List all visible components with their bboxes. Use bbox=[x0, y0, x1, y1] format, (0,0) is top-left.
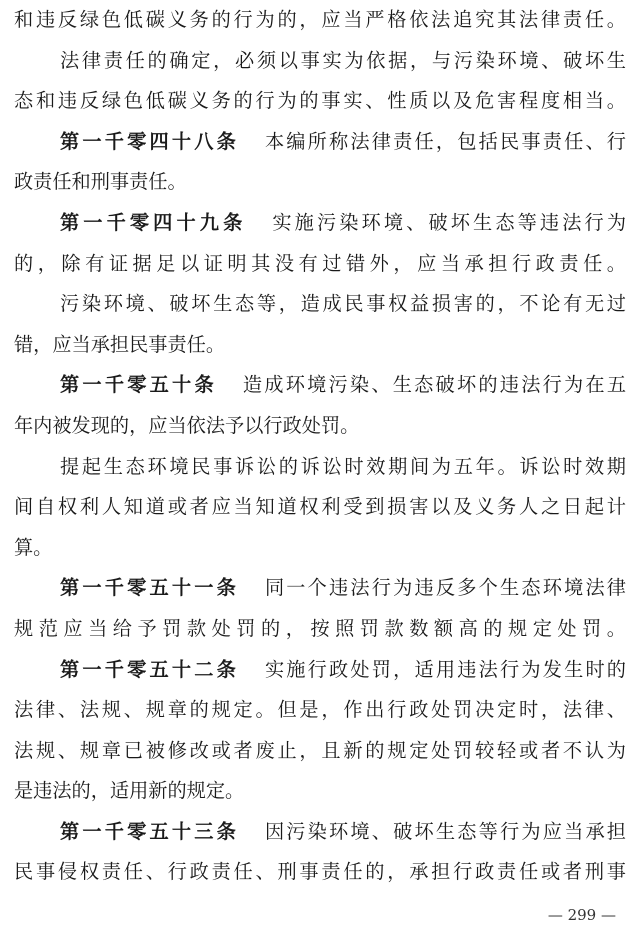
article-number: 第一千零五十二条 bbox=[60, 657, 239, 681]
article-1052-line-4: 是违法的，适用新的规定。 bbox=[14, 779, 245, 803]
paragraph-continuation: 和违反绿色低碳义务的行为的，应当严格依法追究其法律责任。 bbox=[14, 8, 626, 31]
article-number: 第一千零五十一条 bbox=[60, 576, 239, 600]
article-number: 第一千零五十三条 bbox=[60, 819, 239, 843]
paragraph-line: 法律责任的确定，必须以事实为依据，与污染环境、破坏生 bbox=[60, 48, 626, 72]
article-1050-line-1: 第一千零五十条 造成环境污染、生态破坏的违法行为在五 bbox=[60, 373, 626, 397]
article-1049-line-2: 的，除有证据足以证明其没有过错外，应当承担行政责任。 bbox=[14, 251, 626, 275]
article-1052-line-1: 第一千零五十二条 实施行政处罚，适用违法行为发生时的 bbox=[60, 657, 626, 681]
article-1051-line-2: 规范应当给予罚款处罚的，按照罚款数额高的规定处罚。 bbox=[14, 616, 626, 640]
article-1052-line-2: 法律、法规、规章的规定。但是，作出行政处罚决定时，法律、 bbox=[14, 698, 626, 722]
article-number: 第一千零四十八条 bbox=[60, 129, 239, 153]
article-number: 第一千零四十九条 bbox=[60, 210, 247, 234]
paragraph-line: 态和违反绿色低碳义务的行为的事实、性质以及危害程度相当。 bbox=[14, 89, 626, 113]
article-1048-line-1: 第一千零四十八条 本编所称法律责任，包括民事责任、行 bbox=[60, 129, 626, 153]
article-1050-p2-line-1: 提起生态环境民事诉讼的诉讼时效期间为五年。诉讼时效期 bbox=[60, 454, 626, 478]
article-1052-line-3: 法规、规章已被修改或者废止，且新的规定处罚较轻或者不认为 bbox=[14, 738, 626, 762]
article-number: 第一千零五十条 bbox=[60, 373, 217, 397]
article-1048-line-2: 政责任和刑事责任。 bbox=[14, 170, 187, 194]
article-1049-line-1: 第一千零四十九条 实施污染环境、破坏生态等违法行为 bbox=[60, 210, 626, 234]
article-1049-p2-line-2: 错，应当承担民事责任。 bbox=[14, 332, 226, 356]
page-number: — 299 — bbox=[547, 906, 616, 924]
article-1049-p2-line-1: 污染环境、破坏生态等，造成民事权益损害的，不论有无过 bbox=[60, 292, 626, 316]
law-text-body bbox=[14, 0, 626, 893]
article-1053-line-2: 民事侵权责任、行政责任、刑事责任的，承担行政责任或者刑事 bbox=[14, 860, 626, 884]
article-1050-p2-line-3: 算。 bbox=[14, 535, 53, 559]
article-1050-line-2: 年内被发现的，应当依法予以行政处罚。 bbox=[14, 413, 360, 437]
article-1053-line-1: 第一千零五十三条 因污染环境、破坏生态等行为应当承担 bbox=[60, 819, 626, 843]
article-1051-line-1: 第一千零五十一条 同一个违法行为违反多个生态环境法律 bbox=[60, 576, 626, 600]
article-1050-p2-line-2: 间自权利人知道或者应当知道权利受到损害以及义务人之日起计 bbox=[14, 495, 626, 519]
